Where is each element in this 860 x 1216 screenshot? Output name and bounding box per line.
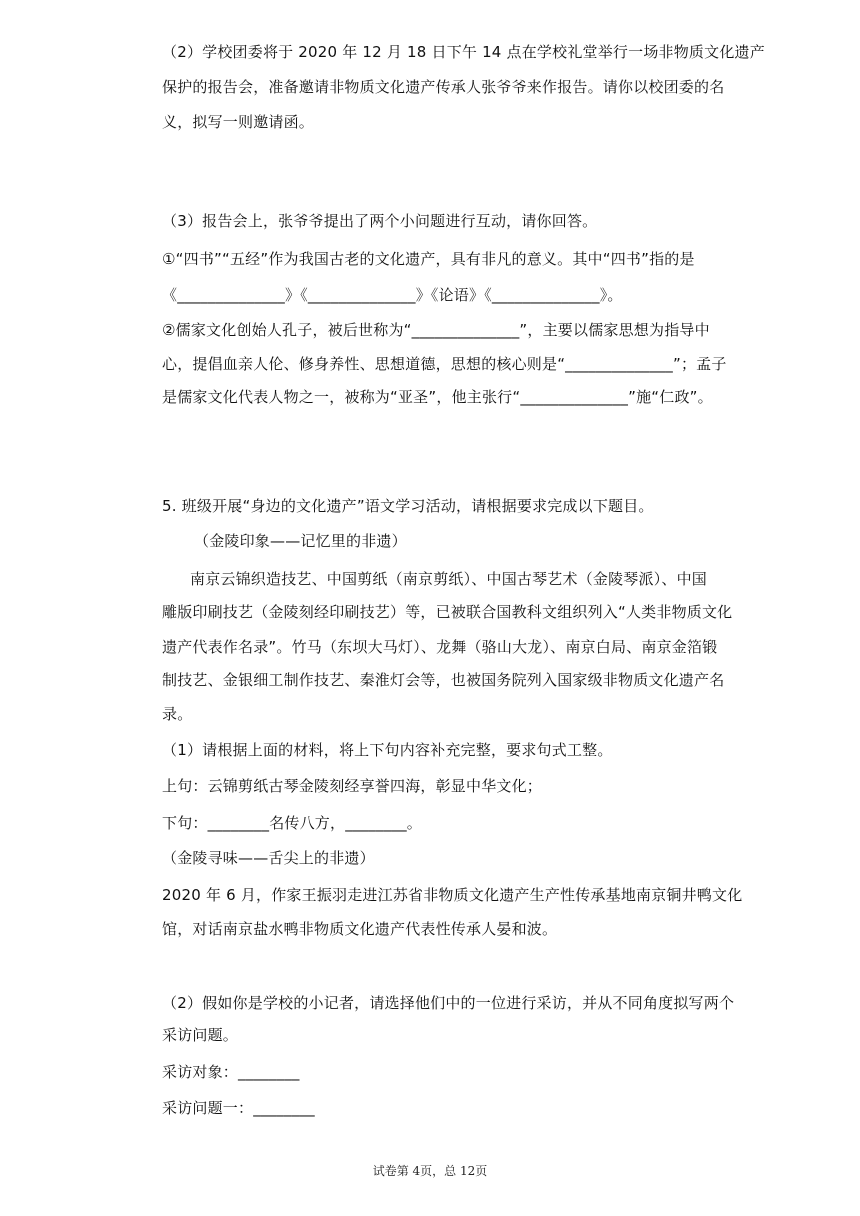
q5-section1-heading: （金陵印象——记忆里的非遗） [194,532,407,550]
q4-part2-line1: （2）学校团委将于 2020 年 12 月 18 日下午 14 点在学校礼堂举行一场非物质文化遗产 [162,43,765,61]
q5-question1-line: 采访问题一：________ [162,1099,315,1117]
q5-section2-line1: 2020 年 6 月，作家王振羽走进江苏省非物质文化遗产生产性传承基地南京铜井鸭文化 [162,886,743,904]
q5-title: 5. 班级开展“身边的文化遗产”语文学习活动，请根据要求完成以下题目。 [162,497,654,515]
q5-section2-heading: （金陵寻味——舌尖上的非遗） [162,849,375,867]
q5-material-line1: 南京云锦织造技艺、中国剪纸（南京剪纸）、中国古琴艺术（金陵琴派）、中国 [190,570,708,588]
q5-part1-upper-line: 上句：云锦剪纸古琴金陵刻经享誉四海，彰显中华文化； [162,777,543,795]
page-footer: 试卷第 4页，总 12页 [372,1164,488,1178]
q4-part2-line2: 保护的报告会，准备邀请非物质文化遗产传承人张爷爷来作报告。请你以校团委的名 [162,78,725,96]
q5-part2-prompt-line1: （2）假如你是学校的小记者，请选择他们中的一位进行采访，并从不同角度拟写两个 [162,994,735,1012]
q4-part3-prompt: （3）报告会上，张爷爷提出了两个小问题进行互动，请你回答。 [162,212,598,230]
q4-part3-item1-line1: ①“四书”“五经”作为我国古老的文化遗产，具有非凡的意义。其中“四书”指的是 [162,250,695,268]
q5-section2-line2: 馆，对话南京盐水鸭非物质文化遗产代表性传承人晏和波。 [162,920,558,938]
q4-part3-item2-line1: ②儒家文化创始人孔子，被后世称为“______________”，主要以儒家思想为指导中 [162,321,710,339]
q5-material-line3: 遗产代表作名录”。竹马（东坝大马灯）、龙舞（骆山大龙）、南京白局、南京金箔锻 [162,638,718,656]
q5-material-line2: 雕版印刷技艺（金陵刻经印刷技艺）等，已被联合国教科文组织列入“人类非物质文化 [162,603,733,621]
q5-part2-prompt-line2: 采访问题。 [162,1026,239,1044]
q4-part3-item2-line3: 是儒家文化代表人物之一，被称为“亚圣”，他主张行“______________”施“仁政”。 [162,388,713,406]
q5-material-line5: 录。 [162,705,193,723]
q5-part1-lower-line: 下句：________名传八方，________。 [162,814,423,832]
q4-part3-item2-line2: 心，提倡血亲人伦、修身养性、思想道德，思想的核心则是“______________”；孟子 [162,355,727,373]
q5-interviewee-line: 采访对象：________ [162,1063,300,1081]
q5-part1-prompt: （1）请根据上面的材料，将上下句内容补充完整，要求句式工整。 [162,741,613,759]
q4-part3-item1-line2: 《______________》《______________》《论语》《______________》。 [162,286,623,304]
q4-part2-line3: 义，拟写一则邀请函。 [162,113,315,131]
q5-material-line4: 制技艺、金银细工制作技艺、秦淮灯会等，也被国务院列入国家级非物质文化遗产名 [162,671,725,689]
